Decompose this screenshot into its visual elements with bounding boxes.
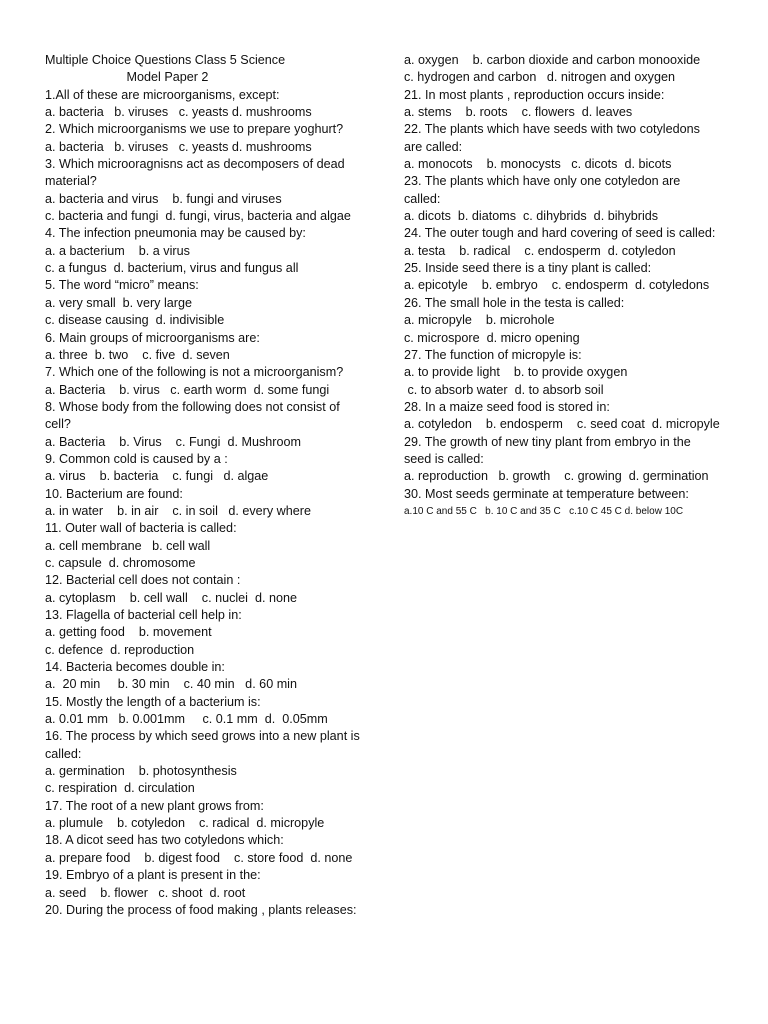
- question: cell?: [45, 417, 71, 432]
- options: a. prepare food b. digest food c. store food d. none: [45, 850, 353, 865]
- options: a. very small b. very large: [45, 295, 192, 310]
- question: are called:: [404, 139, 463, 154]
- options: c. a fungus d. bacterium, virus and fungus all: [45, 261, 299, 276]
- right-column: [404, 52, 734, 520]
- question: 3. Which microoragnisns act as decomposers of dead: [45, 157, 345, 172]
- question: 14. Bacteria becomes double in:: [45, 660, 225, 675]
- question: 9. Common cold is caused by a :: [45, 451, 228, 466]
- options: a. oxygen b. carbon dioxide and carbon monooxide: [404, 53, 701, 67]
- left-column: [45, 52, 370, 919]
- options: a. reproduction b. growth c. growing d. germination: [404, 469, 709, 484]
- options: a. three b. two c. five d. seven: [45, 347, 230, 362]
- options: c. to absorb water d. to absorb soil: [404, 382, 604, 397]
- options: c. capsule d. chromosome: [45, 555, 196, 570]
- options: c. hydrogen and carbon d. nitrogen and oxygen: [404, 70, 675, 85]
- question: 26. The small hole in the testa is called:: [404, 295, 625, 310]
- question: 2. Which microorganisms we use to prepare yoghurt?: [45, 122, 344, 137]
- question: 15. Mostly the length of a bacterium is:: [45, 694, 261, 709]
- options: a. seed b. flower c. shoot d. root: [45, 885, 246, 900]
- options: c. bacteria and fungi d. fungi, virus, bacteria and algae: [45, 209, 351, 224]
- options: a. germination b. photosynthesis: [45, 764, 237, 779]
- options: c. microspore d. micro opening: [404, 330, 580, 345]
- options: a. dicots b. diatoms c. dihybrids d. bihybrids: [404, 209, 659, 224]
- question: 22. The plants which have seeds with two cotyledons: [404, 122, 700, 137]
- question: 8. Whose body from the following does not consist of: [45, 399, 340, 414]
- options: a. bacteria b. viruses c. yeasts d. mushrooms: [45, 105, 312, 120]
- options: a. micropyle b. microhole: [404, 313, 555, 328]
- question: 21. In most plants , reproduction occurs inside:: [404, 87, 665, 102]
- options: a. plumule b. cotyledon c. radical d. micropyle: [45, 816, 325, 831]
- question: 13. Flagella of bacterial cell help in:: [45, 608, 242, 622]
- question: 5. The word “micro” means:: [45, 278, 199, 293]
- doc-title: Multiple Choice Questions Class 5 Science: [45, 53, 286, 67]
- options: a. cotyledon b. endosperm c. seed coat d. micropyle: [404, 417, 720, 432]
- question: 12. Bacterial cell does not contain :: [45, 573, 241, 588]
- options: a. monocots b. monocysts c. dicots d. bicots: [404, 157, 672, 172]
- options: a. 0.01 mm b. 0.001mm c. 0.1 mm d. 0.05mm: [45, 712, 328, 727]
- options: a. getting food b. movement: [45, 625, 212, 640]
- options: a. virus b. bacteria c. fungi d. algae: [45, 469, 269, 484]
- question: 27. The function of micropyle is:: [404, 347, 582, 362]
- options: a. Bacteria b. Virus c. Fungi d. Mushroom: [45, 434, 301, 449]
- options: a. cytoplasm b. cell wall c. nuclei d. none: [45, 590, 297, 605]
- doc-subtitle: Model Paper 2: [126, 70, 209, 85]
- options: a. cell membrane b. cell wall: [45, 538, 211, 553]
- options: a. testa b. radical c. endosperm d. cotyledon: [404, 243, 676, 258]
- options: c. disease causing d. indivisible: [45, 313, 225, 328]
- question: 29. The growth of new tiny plant from embryo in the: [404, 434, 691, 449]
- options: a. bacteria and virus b. fungi and viruses: [45, 191, 282, 206]
- question: called:: [404, 191, 441, 206]
- options: c. defence d. reproduction: [45, 642, 195, 657]
- options: c. respiration d. circulation: [45, 781, 195, 796]
- question: 24. The outer tough and hard covering of seed is called:: [404, 226, 716, 241]
- options: a. in water b. in air c. in soil d. every where: [45, 503, 311, 518]
- question: 17. The root of a new plant grows from:: [45, 798, 264, 813]
- question: 30. Most seeds germinate at temperature between:: [404, 486, 689, 501]
- question: called:: [45, 746, 82, 761]
- options: a. Bacteria b. virus c. earth worm d. some fungi: [45, 382, 330, 397]
- question: 23. The plants which have only one cotyledon are: [404, 174, 681, 189]
- options: a.10 C and 55 C b. 10 C and 35 C c.10 C 45 C d. below 10C: [404, 505, 684, 517]
- options: a. stems b. roots c. flowers d. leaves: [404, 105, 633, 120]
- options: a. to provide light b. to provide oxygen: [404, 365, 628, 380]
- question: 20. During the process of food making , plants releases:: [45, 902, 357, 917]
- question: 4. The infection pneumonia may be caused by:: [45, 226, 306, 241]
- question: 16. The process by which seed grows into a new plant is: [45, 729, 360, 744]
- question: 28. In a maize seed food is stored in:: [404, 399, 610, 414]
- question: 7. Which one of the following is not a microorganism?: [45, 365, 344, 380]
- question: 1.All of these are microorganisms, except:: [45, 87, 280, 102]
- question: 18. A dicot seed has two cotyledons which:: [45, 833, 284, 848]
- options: a. bacteria b. viruses c. yeasts d. mushrooms: [45, 139, 312, 154]
- question: 10. Bacterium are found:: [45, 486, 183, 501]
- options: a. epicotyle b. embryo c. endosperm d. cotyledons: [404, 278, 710, 293]
- question: 25. Inside seed there is a tiny plant is called:: [404, 261, 652, 276]
- question: seed is called:: [404, 451, 484, 466]
- options: a. a bacterium b. a virus: [45, 243, 190, 258]
- question: 19. Embryo of a plant is present in the:: [45, 868, 261, 883]
- options: a. 20 min b. 30 min c. 40 min d. 60 min: [45, 677, 297, 692]
- question: 11. Outer wall of bacteria is called:: [45, 521, 237, 536]
- question: 6. Main groups of microorganisms are:: [45, 330, 260, 345]
- question: material?: [45, 174, 97, 189]
